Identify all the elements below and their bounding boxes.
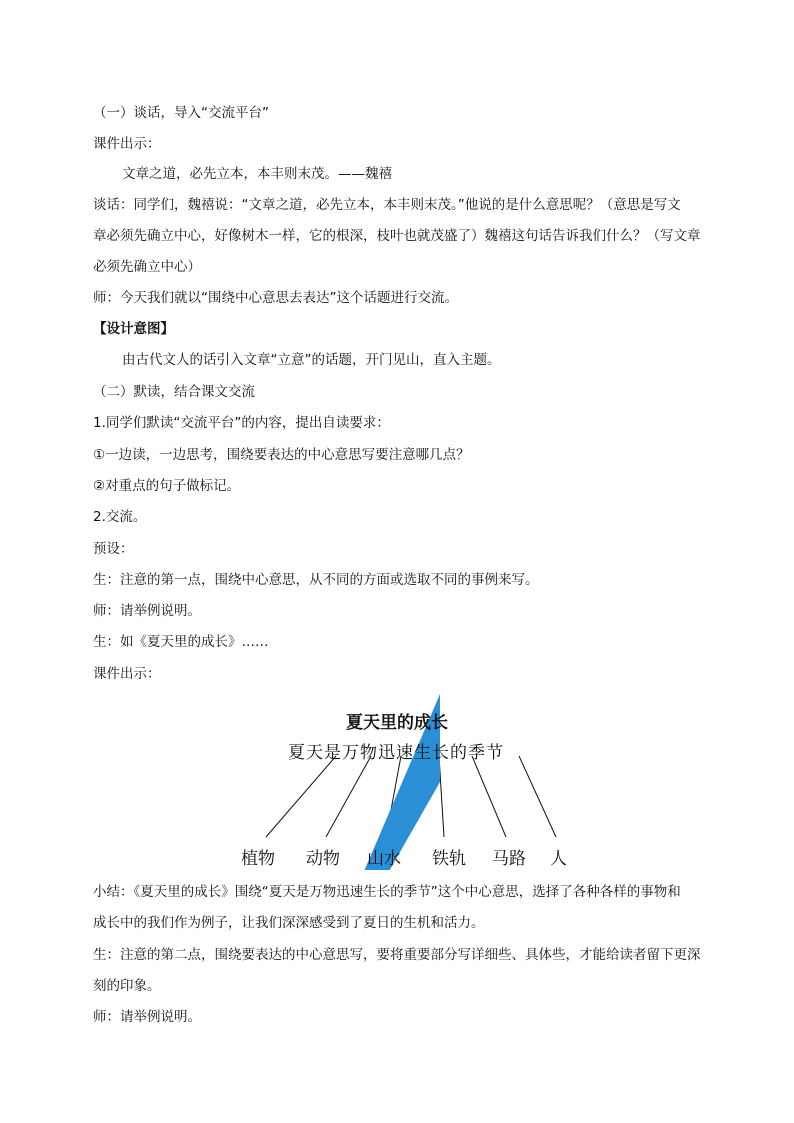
paragraph-line: 师：今天我们就以“围绕中心意思去表达”这个话题进行交流。 xyxy=(93,290,458,306)
diagram-leaf: 马路 xyxy=(492,849,526,869)
paragraph-line: 预设： xyxy=(93,541,134,557)
section-heading-2: （二）默读，结合课文交流 xyxy=(93,384,255,400)
paragraph-line: 章必须先确立中心，好像树木一样，它的根深，枝叶也就茂盛了）魏禧这句话告诉我们什么？（写文章 xyxy=(93,228,701,244)
diagram-title: 夏天里的成长 xyxy=(346,713,448,733)
paragraph-line: 1.同学们默读“交流平台”的内容，提出自读要求： xyxy=(93,415,390,431)
paragraph-line: 谈话：同学们，魏禧说：“文章之道，必先立本，本丰则末茂。”他说的是什么意思呢？（意思是写文 xyxy=(93,197,681,213)
paragraph-line: 生：如《夏天里的成长》…… xyxy=(93,634,269,650)
paragraph-line: 师：请举例说明。 xyxy=(93,603,201,619)
paragraph-line: 师：请举例说明。 xyxy=(93,1009,201,1025)
paragraph-line: 2.交流。 xyxy=(93,509,147,525)
diagram-leaf: 铁轨 xyxy=(432,849,466,869)
courseware-label: 课件出示： xyxy=(93,136,161,152)
list-item: ①一边读，一边思考，围绕要表达的中心意思写要注意哪几点？ xyxy=(93,447,470,463)
diagram-leaf: 动物 xyxy=(306,849,340,869)
diagram-center-text: 夏天是万物迅速生长的季节 xyxy=(288,743,504,763)
paragraph-line: 由古代文人的话引入文章“立意”的话题，开门见山，直入主题。 xyxy=(122,352,501,368)
paragraph-line: 刻的印象。 xyxy=(93,978,161,994)
summary-line: 小结：《夏天里的成长》围绕“夏天是万物迅速生长的季节”这个中心意思，选择了各种各样的事物和 xyxy=(93,884,681,900)
diagram-leaf: 山水 xyxy=(367,849,401,869)
diagram-leaf: 植物 xyxy=(241,849,275,869)
diagram-leaf: 人 xyxy=(550,849,567,869)
mind-map-diagram xyxy=(236,694,567,870)
list-item: ②对重点的句子做标记。 xyxy=(93,478,241,494)
paragraph-line: 生：注意的第一点，围绕中心意思，从不同的方面或选取不同的事例来写。 xyxy=(93,572,539,588)
quote-line: 文章之道，必先立本，本丰则末茂。——魏禧 xyxy=(122,166,392,182)
paragraph-line: 生：注意的第二点，围绕要表达的中心意思写，要将重要部分写详细些、具体些，才能给读者留下更深 xyxy=(93,947,701,963)
section-heading-1: （一）谈话，导入“交流平台” xyxy=(93,105,269,121)
summary-line: 成长中的我们作为例子，让我们深深感受到了夏日的生机和活力。 xyxy=(93,915,485,931)
courseware-label: 课件出示： xyxy=(93,666,161,682)
design-intent-heading: 【设计意图】 xyxy=(93,321,174,337)
paragraph-line: 必须先确立中心） xyxy=(93,259,201,275)
